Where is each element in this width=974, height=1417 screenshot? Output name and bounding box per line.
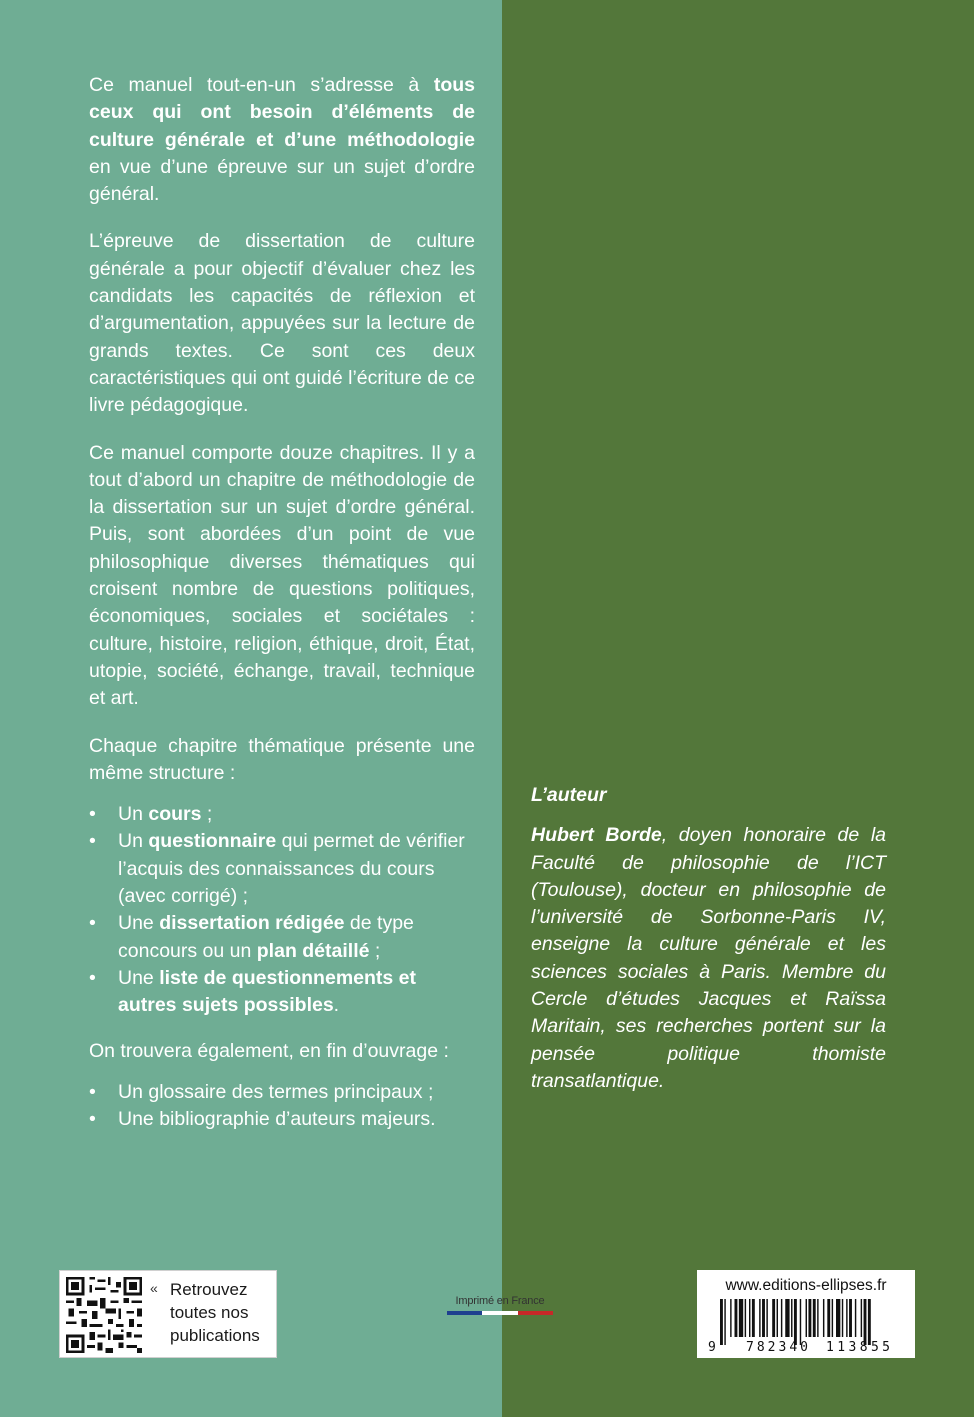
barcode-bar [749, 1299, 750, 1337]
french-flag-icon [447, 1311, 553, 1315]
barcode-bar [836, 1299, 840, 1337]
barcode-bar [730, 1299, 731, 1337]
barcode-bar [785, 1299, 789, 1337]
barcode-bar [759, 1299, 760, 1337]
list-item: • Un glossaire des termes principaux ; [89, 1079, 475, 1106]
qr-caption[interactable]: Retrouvez toutes nos publications [170, 1280, 260, 1345]
barcode-bar [849, 1299, 852, 1337]
barcode-bar [752, 1299, 755, 1337]
printed-in-france [440, 1295, 560, 1315]
barcode-bar [808, 1299, 811, 1337]
barcode-bar [777, 1299, 778, 1337]
extras-intro: On trouvera également, en fin d’ouvrage : [89, 1039, 449, 1062]
barcode-bar [745, 1299, 746, 1337]
barcode-bar [791, 1299, 792, 1337]
barcode-bar [842, 1299, 843, 1337]
intro-paragraph: Ce manuel tout-en-un s’adresse à tous ceux qui ont besoin d’éléments de culture générale et d’une méthodologie en vue d’une épreuve sur un sujet d’ordre général. [89, 74, 475, 206]
barcode-bar [864, 1299, 867, 1345]
barcode-box [697, 1270, 915, 1358]
barcode-bar [827, 1299, 830, 1337]
list-item: • Un cours ; [89, 801, 475, 828]
isbn-left-digits: 782340 [746, 1340, 808, 1353]
chapters-paragraph: Ce manuel comporte douze chapitres. Il y a tout d’abord un chapitre de méthodologie de la dissertation sur un sujet d’ordre général. Puis, sont abordées d’un point de vue philosophique diverses thématiques qui croisent nombre de questions politiques, économiques, sociales et sociétales : culture, histoire, religion, éthique, droit, État, utopie, société, échange, travail, technique et art. [89, 441, 475, 710]
exam-paragraph: L’épreuve de dissertation de culture générale a pour objectif d’évaluer chez les candidats les capacités de réflexion et d’argumentation, appuyées sur la lecture de grands textes. Ce sont ces deux caractéristiques qui ont guidé l’écriture de ce livre pédagogique. [89, 230, 475, 417]
barcode-bar [832, 1299, 833, 1337]
list-item: • Une dissertation rédigée de type concours ou un plan détaillé ; [89, 910, 475, 965]
barcode-bar [762, 1299, 765, 1337]
qr-publications-box[interactable] [59, 1270, 277, 1358]
chevron-left-icon: « [150, 1280, 158, 1296]
barcode-bar [739, 1299, 743, 1337]
barcode-bar [823, 1299, 824, 1337]
barcode-bar [846, 1299, 847, 1337]
isbn-barcode [706, 1299, 909, 1353]
barcode-bar [766, 1299, 767, 1337]
barcode-bar [794, 1299, 797, 1345]
author-bio: Hubert Borde, doyen honoraire de la Faculté de philosophie de l’ICT (Toulouse), docteur en philosophie de l’université de Sorbonne-Paris IV, enseigne la culture générale et les sciences sociales à Paris. Membre du Cercle d’études Jacques et Raïssa Maritain, ses recherches portent sur la pensée politique thomiste transatlantique. [531, 824, 886, 1092]
list-item: • Une liste de questionnements et autres sujets possibles. [89, 965, 475, 1020]
barcode-bar [855, 1299, 856, 1337]
author-section [531, 782, 886, 1095]
extras-list [89, 1079, 475, 1134]
printed-label: Imprimé en France [455, 1295, 545, 1307]
structure-list [89, 801, 475, 1019]
barcode-bar [720, 1299, 723, 1345]
back-cover-description [89, 72, 475, 1151]
qr-code-icon[interactable] [66, 1277, 142, 1353]
barcode-bar [781, 1299, 782, 1337]
publisher-website[interactable]: www.editions-ellipses.fr [725, 1277, 887, 1294]
barcode-bar [817, 1299, 818, 1337]
barcode-bar [868, 1299, 871, 1345]
author-heading: L’auteur [531, 784, 607, 806]
barcode-bar [800, 1299, 801, 1345]
barcode-bars [720, 1299, 871, 1345]
barcode-bar [772, 1299, 775, 1337]
barcode-bar [861, 1299, 862, 1337]
barcode-bar [735, 1299, 738, 1337]
list-item: • Une bibliographie d’auteurs majeurs. [89, 1106, 475, 1133]
barcode-bar [813, 1299, 816, 1337]
barcode-bar [806, 1299, 807, 1337]
barcode-bar [724, 1299, 725, 1345]
right-panel [502, 0, 974, 1417]
author-name: Hubert Borde [531, 824, 662, 847]
structure-intro: Chaque chapitre thématique présente une même structure : [89, 734, 475, 784]
list-item: • Un questionnaire qui permet de vérifier l’acquis des connaissances du cours (avec corrigé) ; [89, 828, 475, 910]
isbn-right-digits: 113855 [826, 1340, 890, 1353]
isbn-first-digit: 9 [708, 1340, 716, 1353]
